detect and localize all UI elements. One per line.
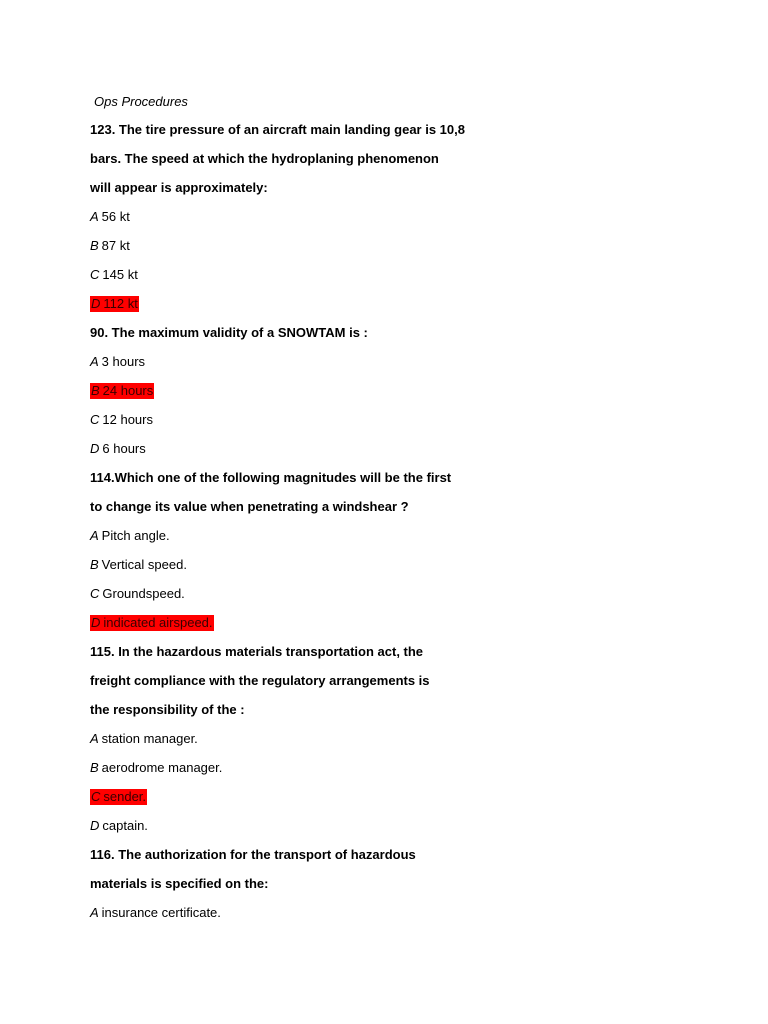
section-title: Ops Procedures bbox=[94, 94, 188, 109]
option-text: sender. bbox=[103, 789, 147, 804]
answer-highlight bbox=[90, 383, 154, 399]
option-text: Pitch angle. bbox=[101, 528, 170, 543]
answer-content bbox=[90, 557, 187, 572]
option-letter: B bbox=[91, 383, 100, 398]
option-text: 56 kt bbox=[101, 209, 130, 224]
option-text: captain. bbox=[102, 818, 148, 833]
option-text: 3 hours bbox=[101, 354, 146, 369]
question-text-line: to change its value when penetrating a windshear ? bbox=[90, 499, 409, 514]
answer-highlight bbox=[90, 615, 214, 631]
question-block bbox=[90, 847, 690, 934]
option-letter: A bbox=[90, 528, 99, 543]
answer-option bbox=[90, 905, 690, 934]
answer-content bbox=[90, 238, 130, 253]
question-text-line: 115. In the hazardous materials transportation act, the bbox=[90, 644, 424, 659]
option-text: indicated airspeed. bbox=[103, 615, 213, 630]
answer-option-highlighted bbox=[90, 615, 690, 644]
answer-content bbox=[90, 528, 170, 543]
question-text-line: the responsibility of the : bbox=[90, 702, 245, 717]
answer-option bbox=[90, 441, 690, 470]
question-text-line: 90. The maximum validity of a SNOWTAM is : bbox=[90, 325, 368, 340]
option-text: 24 hours bbox=[102, 383, 154, 398]
answer-option bbox=[90, 818, 690, 847]
option-letter: D bbox=[90, 818, 100, 833]
option-letter: D bbox=[90, 441, 100, 456]
option-text: 12 hours bbox=[102, 412, 153, 427]
option-text: insurance certificate. bbox=[101, 905, 221, 920]
answer-option bbox=[90, 731, 690, 760]
option-text: Groundspeed. bbox=[102, 586, 185, 601]
option-letter: B bbox=[90, 557, 99, 572]
option-text: aerodrome manager. bbox=[101, 760, 223, 775]
answer-option bbox=[90, 238, 690, 267]
answer-content bbox=[90, 905, 221, 920]
question-text-line: freight compliance with the regulatory arrangements is bbox=[90, 673, 430, 688]
option-letter: A bbox=[90, 731, 99, 746]
question-block bbox=[90, 470, 690, 644]
question-block bbox=[90, 644, 690, 847]
option-letter: D bbox=[91, 296, 101, 311]
answer-option-highlighted bbox=[90, 296, 690, 325]
option-letter: A bbox=[90, 209, 99, 224]
answer-content bbox=[90, 760, 222, 775]
answer-content bbox=[90, 354, 145, 369]
answer-option bbox=[90, 354, 690, 383]
option-text: Vertical speed. bbox=[101, 557, 187, 572]
answer-option bbox=[90, 209, 690, 238]
answer-option bbox=[90, 760, 690, 789]
answer-content bbox=[90, 441, 146, 456]
option-letter: A bbox=[90, 905, 99, 920]
answer-option bbox=[90, 412, 690, 441]
option-letter: D bbox=[91, 615, 101, 630]
question-text-line: materials is specified on the: bbox=[90, 876, 269, 891]
option-text: 87 kt bbox=[101, 238, 130, 253]
answer-content bbox=[90, 412, 153, 427]
option-text: 6 hours bbox=[102, 441, 146, 456]
answer-content bbox=[90, 731, 198, 746]
answer-option-highlighted bbox=[90, 789, 690, 818]
option-text: 112 kt bbox=[103, 296, 138, 311]
option-letter: B bbox=[90, 760, 99, 775]
question-text-line: 116. The authorization for the transport of hazardous bbox=[90, 847, 416, 862]
option-letter: A bbox=[90, 354, 99, 369]
option-letter: B bbox=[90, 238, 99, 253]
answer-highlight bbox=[90, 789, 147, 805]
answer-option-highlighted bbox=[90, 383, 690, 412]
question-text-line: 114.Which one of the following magnitudes will be the first bbox=[90, 470, 452, 485]
option-letter: C bbox=[90, 267, 100, 282]
question-list bbox=[90, 122, 690, 934]
option-letter: C bbox=[90, 586, 100, 601]
option-letter: C bbox=[90, 412, 100, 427]
question-text-line: will appear is approximately: bbox=[90, 180, 268, 195]
answer-option bbox=[90, 557, 690, 586]
answer-content bbox=[90, 586, 185, 601]
answer-content bbox=[90, 209, 130, 224]
answer-option bbox=[90, 528, 690, 557]
answer-option bbox=[90, 267, 690, 296]
question-block bbox=[90, 122, 690, 325]
option-text: 145 kt bbox=[102, 267, 138, 282]
option-text: station manager. bbox=[101, 731, 198, 746]
answer-content bbox=[90, 818, 148, 833]
answer-highlight bbox=[90, 296, 139, 312]
option-letter: C bbox=[91, 789, 101, 804]
question-text-line: 123. The tire pressure of an aircraft main landing gear is 10,8 bbox=[90, 122, 465, 137]
answer-content bbox=[90, 267, 138, 282]
question-block bbox=[90, 325, 690, 470]
answer-option bbox=[90, 586, 690, 615]
question-text-line: bars. The speed at which the hydroplaning phenomenon bbox=[90, 151, 439, 166]
